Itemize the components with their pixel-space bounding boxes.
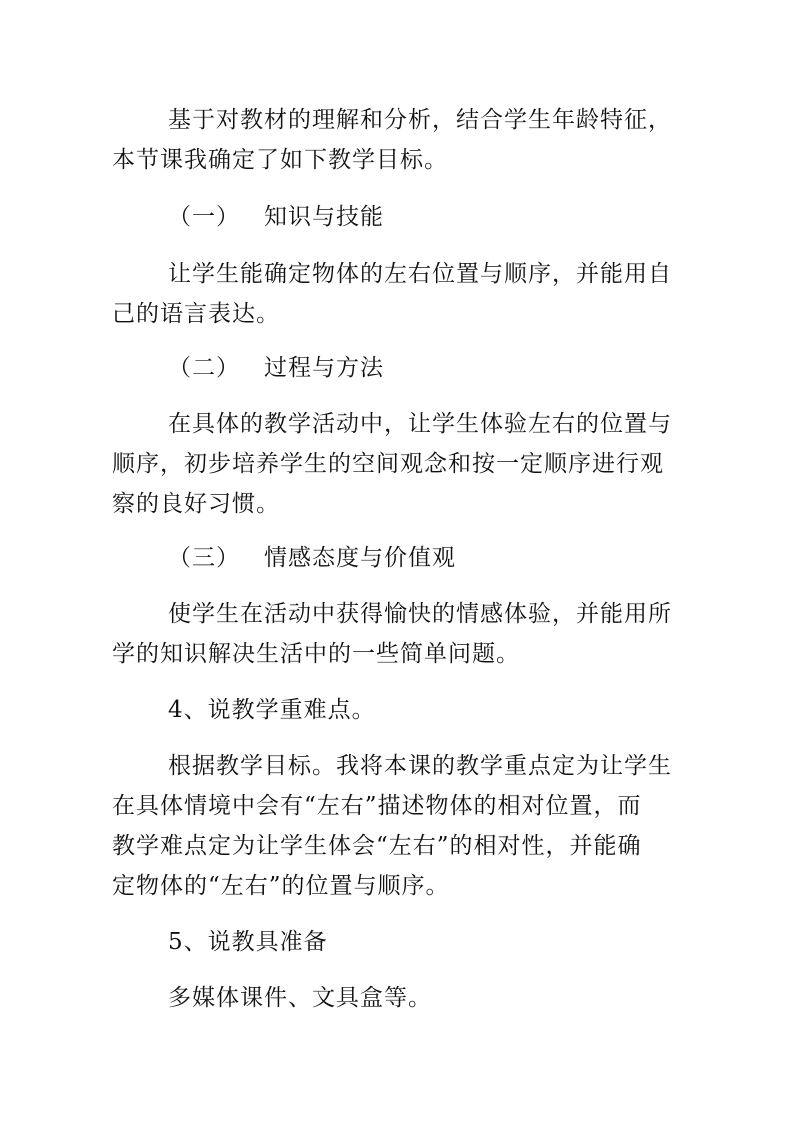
section-4-heading: 4、说教学重难点。 <box>168 697 376 723</box>
goal-1-title: 知识与技能 <box>264 204 384 230</box>
section-5-heading: 5、说教具准备 <box>168 929 328 955</box>
goal-1-text-line-2: 己的语言表达。 <box>112 301 280 327</box>
section-4-text-line-4: 定物体的“左右”的位置与顺序。 <box>112 873 450 899</box>
goal-2-text-line-2: 顺序，初步培养学生的空间观念和按一定顺序进行观 <box>112 451 664 477</box>
intro-line-1: 基于对教材的理解和分析，结合学生年龄特征， <box>168 107 672 133</box>
goal-1-heading <box>168 197 384 237</box>
goal-2-heading <box>168 348 384 388</box>
goal-3-title: 情感态度与价值观 <box>264 545 456 571</box>
goal-2-text-line-3: 察的良好习惯。 <box>112 491 280 517</box>
goal-2-title: 过程与方法 <box>264 355 384 381</box>
goal-2-text-line-1: 在具体的教学活动中，让学生体验左右的位置与 <box>168 411 672 437</box>
goal-1-number: （一） <box>168 204 240 230</box>
goal-1-text-line-1: 让学生能确定物体的左右位置与顺序，并能用自 <box>168 261 672 287</box>
goal-3-heading <box>168 538 456 578</box>
goal-3-number: （三） <box>168 545 240 571</box>
goal-3-text-line-1: 使学生在活动中获得愉快的情感体验，并能用所 <box>168 601 672 627</box>
section-4-text-line-2: 在具体情境中会有“左右”描述物体的相对位置，而 <box>112 793 642 819</box>
section-5-text-line-1: 多媒体课件、文具盒等。 <box>168 985 432 1011</box>
goal-2-number: （二） <box>168 355 240 381</box>
section-4-text-line-1: 根据教学目标。我将本课的教学重点定为让学生 <box>168 753 672 779</box>
section-4-text-line-3: 教学难点定为让学生体会“左右”的相对性，并能确 <box>112 833 642 859</box>
goal-3-text-line-2: 学的知识解决生活中的一些简单问题。 <box>112 641 520 667</box>
intro-line-2: 本节课我确定了如下教学目标。 <box>112 147 448 173</box>
